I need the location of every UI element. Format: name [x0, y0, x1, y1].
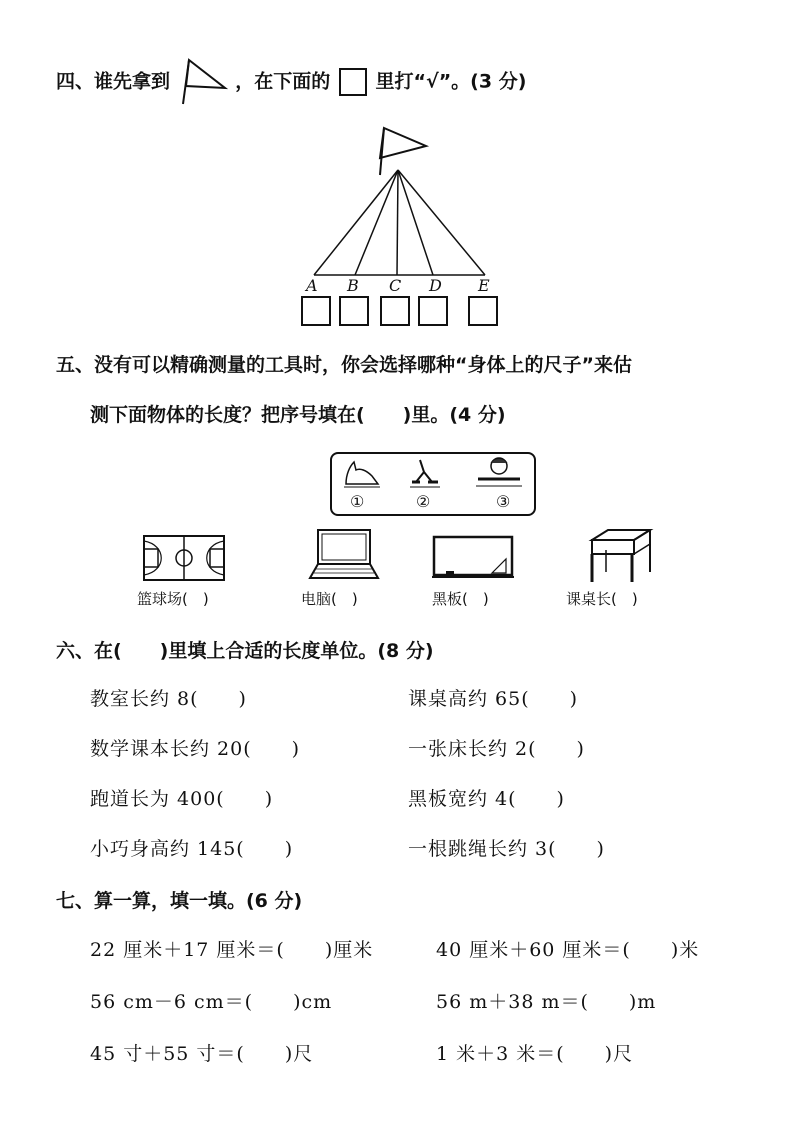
section-4-title-part-a: 四、谁先拿到	[56, 70, 171, 93]
tool-label-2: ②	[416, 492, 431, 511]
object-label-computer: 电脑( )	[301, 590, 358, 608]
answer-box-e[interactable]	[468, 296, 498, 326]
answer-box-a[interactable]	[301, 296, 331, 326]
section-4-title-part-b: ，在下面的	[235, 70, 331, 93]
section-7-title: 七、算一算，填一填。(6 分)	[56, 890, 303, 912]
calc-item-5: 45 寸＋55 寸＝( )尺	[90, 1043, 314, 1065]
blank-item-3: 数学课本长约 20( )	[90, 738, 301, 760]
point-label-c: C	[389, 276, 402, 295]
answer-box-c[interactable]	[380, 296, 410, 326]
computer-icon	[308, 528, 380, 582]
point-label-e: E	[478, 276, 490, 295]
answer-box-icon	[339, 68, 367, 96]
answer-box-b[interactable]	[339, 296, 369, 326]
blank-item-7: 小巧身高约 145( )	[90, 838, 294, 860]
blank-item-8: 一根跳绳长约 3( )	[408, 838, 605, 860]
basketball-court-icon	[143, 535, 225, 581]
section-6-title: 六、在( )里填上合适的长度单位。(8 分)	[56, 640, 434, 662]
tool-label-1: ①	[350, 492, 365, 511]
calc-item-2: 40 厘米＋60 厘米＝( )米	[436, 939, 700, 961]
foot-step-icon	[406, 456, 442, 490]
section-5-title-line-1: 五、没有可以精确测量的工具时，你会选择哪种“身体上的尺子”来估	[56, 354, 632, 376]
object-label-blackboard: 黑板( )	[432, 590, 489, 608]
section-5-title-line-2: 测下面物体的长度？把序号填在( )里。(4 分)	[90, 404, 506, 426]
calc-item-1: 22 厘米＋17 厘米＝( )厘米	[90, 939, 374, 961]
blank-item-4: 一张床长约 2( )	[408, 738, 585, 760]
hand-span-icon	[340, 456, 384, 490]
calc-item-6: 1 米＋3 米＝( )尺	[436, 1043, 634, 1065]
blank-item-5: 跑道长为 400( )	[90, 788, 274, 810]
object-label-basketball-court: 篮球场( )	[137, 590, 209, 608]
flag-icon	[177, 58, 229, 106]
tool-label-3: ③	[496, 492, 511, 511]
blank-item-2: 课桌高约 65( )	[408, 688, 579, 710]
point-label-b: B	[347, 276, 359, 295]
blackboard-icon	[432, 535, 514, 581]
calc-item-3: 56 cm－6 cm＝( )cm	[90, 991, 333, 1013]
desk-icon	[588, 528, 654, 584]
calc-item-4: 56 m＋38 m＝( )m	[436, 991, 657, 1013]
object-label-desk: 课桌长( )	[566, 590, 638, 608]
arm-span-icon	[474, 455, 524, 490]
section-4-title-part-c: 里打“√”。(3 分)	[375, 70, 527, 93]
answer-box-d[interactable]	[418, 296, 448, 326]
point-label-d: D	[429, 276, 442, 295]
blank-item-6: 黑板宽约 4( )	[408, 788, 565, 810]
blank-item-1: 教室长约 8( )	[90, 688, 247, 710]
point-label-a: A	[306, 276, 318, 295]
section-4-title	[56, 58, 526, 106]
